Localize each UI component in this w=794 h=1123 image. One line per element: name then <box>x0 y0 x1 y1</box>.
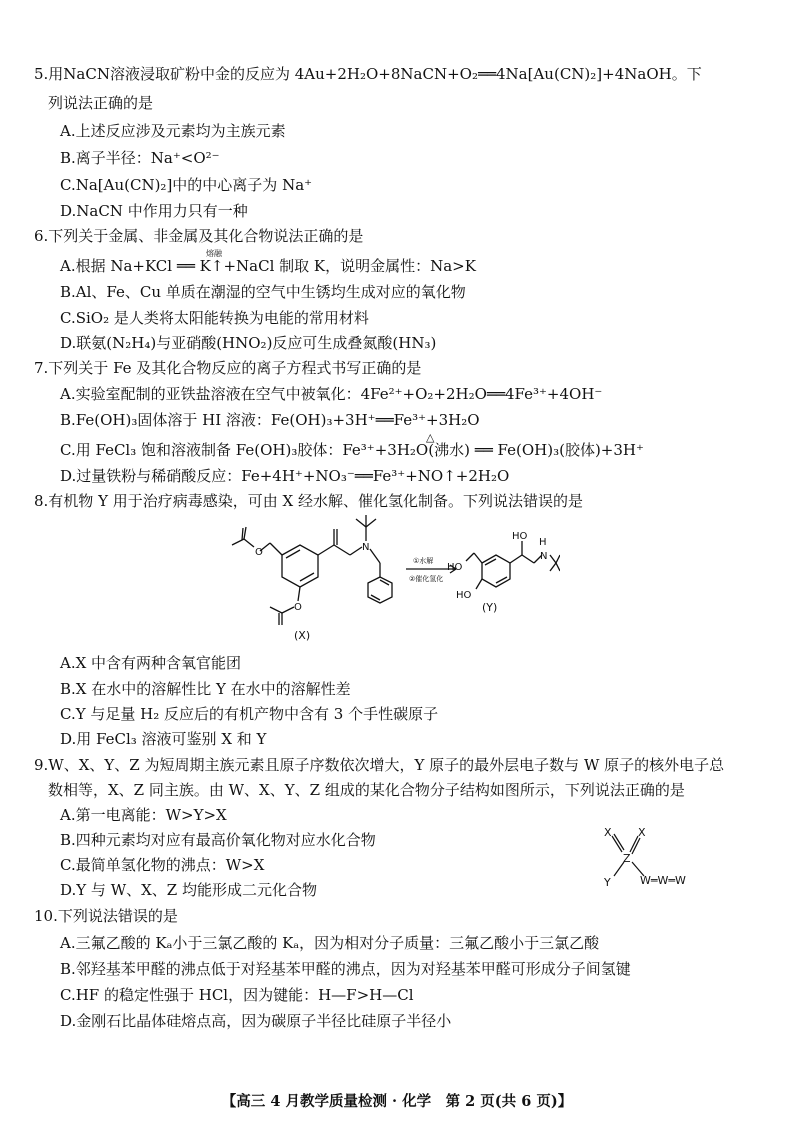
q8-option-d: D.用 FeCl₃ 溶液可鉴别 X 和 Y <box>60 730 267 748</box>
q6-option-c: C.SiO₂ 是人类将太阳能转换为电能的常用材料 <box>60 309 369 327</box>
label-y: (Y) <box>482 601 498 614</box>
x-n-atom: N <box>362 542 370 553</box>
q7-option-a: A.实验室配制的亚铁盐溶液在空气中被氧化：4Fe²⁺+O₂+2H₂O══4Fe³⁺+4OH⁻ <box>60 385 603 403</box>
q9-option-c: C.最简单氢化物的沸点：W>X <box>60 856 265 874</box>
x-benzyl-ring <box>368 577 392 603</box>
y-benzene-ring <box>482 555 510 587</box>
label-x: (X) <box>294 629 311 642</box>
q7-c-condition: △ <box>426 431 435 444</box>
y-h-atom: H <box>539 537 547 548</box>
q10-option-c: C.HF 的稳定性强于 HCl，因为键能：H—F>H—Cl <box>60 986 414 1004</box>
q5-stem-line1: 5.用NaCN溶液浸取矿粉中金的反应为 4Au+2H₂O+8NaCN+O₂══4Na[Au(CN)₂]+4NaOH。下 <box>34 65 702 83</box>
q5-stem-line2: 列说法正确的是 <box>48 94 154 112</box>
arrow-step1: ①水解 <box>413 557 434 565</box>
q5-option-d: D.NaCN 中作用力只有一种 <box>60 202 248 220</box>
q6-a-condition: 熔融 <box>206 249 222 258</box>
q9-atom-y: Y <box>604 876 611 889</box>
page-footer: 【高三 4 月教学质量检测 · 化学 第 2 页(共 6 页)】 <box>221 1093 573 1110</box>
q10-option-d: D.金刚石比晶体硅熔点高，因为碳原子半径比硅原子半径小 <box>60 1012 452 1030</box>
q7-option-d: D.过量铁粉与稀硝酸反应：Fe+4H⁺+NO₃⁻══Fe³⁺+NO↑+2H₂O <box>60 467 510 485</box>
y-ho-ch2: HO <box>447 562 463 573</box>
q8-stem: 8.有机物 Y 用于治疗病毒感染，可由 X 经水解、催化氢化制备。下列说法错误的是 <box>34 492 583 510</box>
y-ho-phenol: HO <box>456 590 472 601</box>
x-o2: O <box>294 602 302 613</box>
q9-molecule-structure <box>600 826 710 896</box>
y-ho-alcohol: HO <box>512 531 528 542</box>
q8-reaction-scheme <box>220 515 560 645</box>
q6-option-b: B.Al、Fe、Cu 单质在潮湿的空气中生锈均生成对应的氧化物 <box>60 283 466 301</box>
q9-option-a: A.第一电离能：W>Y>X <box>60 806 227 824</box>
arrow-step2: ②催化氢化 <box>409 575 444 583</box>
q9-atom-x1: X <box>604 826 612 839</box>
y-n-atom: N <box>540 551 548 562</box>
q9-atom-z: Z <box>623 852 631 865</box>
q9-atom-x2: X <box>638 826 646 839</box>
q7-option-b: B.Fe(OH)₃固体溶于 HI 溶液：Fe(OH)₃+3H⁺══Fe³⁺+3H₂O <box>60 411 480 429</box>
q5-option-c: C.Na[Au(CN)₂]中的中心离子为 Na⁺ <box>60 176 313 194</box>
q9-option-b: B.四种元素均对应有最高价氧化物对应水化合物 <box>60 831 376 849</box>
q9-option-d: D.Y 与 W、X、Z 均能形成二元化合物 <box>60 881 317 899</box>
q8-option-c: C.Y 与足量 H₂ 反应后的有机产物中含有 3 个手性碳原子 <box>60 705 439 723</box>
q10-option-a: A.三氟乙酸的 Kₐ小于三氯乙酸的 Kₐ，因为相对分子质量：三氟乙酸小于三氯乙酸 <box>60 934 600 952</box>
q9-stem-line2: 数相等，X、Z 同主族。由 W、X、Y、Z 组成的某化合物分子结构如图所示，下列说法正确的是 <box>48 781 685 799</box>
q10-option-b: B.邻羟基苯甲醛的沸点低于对羟基苯甲醛的沸点，因为对羟基苯甲醛可形成分子间氢键 <box>60 960 631 978</box>
q6-option-d: D.联氨(N₂H₄)与亚硝酸(HNO₂)反应可生成叠氮酸(HN₃) <box>60 334 437 352</box>
x-o1: O <box>255 547 263 558</box>
q9-stem-line1: 9.W、X、Y、Z 为短周期主族元素且原子序数依次增大，Y 原子的最外层电子数与 W 原子的核外电子总 <box>34 756 725 774</box>
q6-stem: 6.下列关于金属、非金属及其化合物说法正确的是 <box>34 227 364 245</box>
q10-stem: 10.下列说法错误的是 <box>34 907 178 925</box>
q6-option-a: A.根据 Na+KCl ══ K↑+NaCl 制取 K，说明金属性：Na>K <box>60 257 476 275</box>
q5-option-b: B.离子半径：Na⁺<O²⁻ <box>60 149 220 167</box>
q9-atom-www: W═W═W <box>640 874 686 887</box>
q8-option-b: B.X 在水中的溶解性比 Y 在水中的溶解性差 <box>60 680 351 698</box>
q7-option-c: C.用 FeCl₃ 饱和溶液制备 Fe(OH)₃胶体：Fe³⁺+3H₂O(沸水) ══ Fe(OH)₃(胶体)+3H⁺ <box>60 441 644 459</box>
q8-option-a: A.X 中含有两种含氧官能团 <box>60 654 242 672</box>
q5-option-a: A.上述反应涉及元素均为主族元素 <box>60 122 286 140</box>
q7-stem: 7.下列关于 Fe 及其化合物反应的离子方程式书写正确的是 <box>34 359 422 377</box>
